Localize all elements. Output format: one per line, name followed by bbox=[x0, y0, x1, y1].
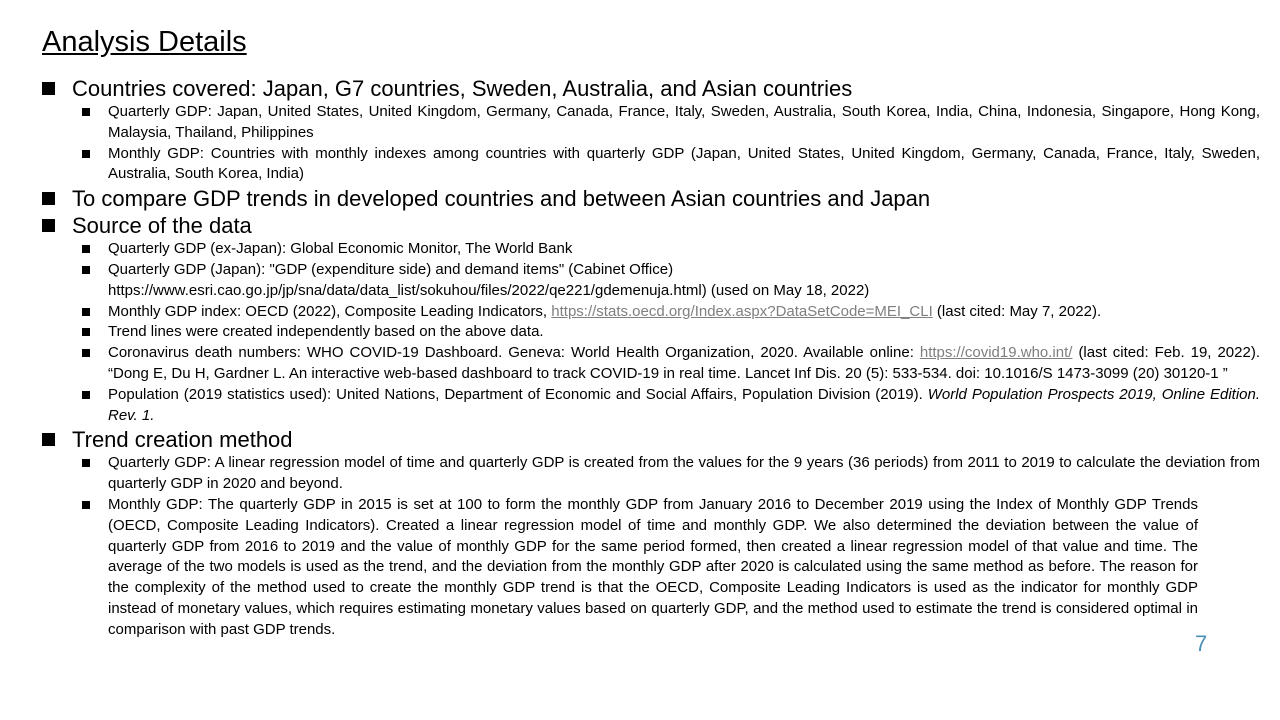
square-bullet-icon bbox=[82, 245, 90, 253]
sub-bullet-source-cabinet-office bbox=[42, 260, 1260, 302]
sub-bullet-monthly-countries bbox=[42, 144, 1260, 186]
sub-bullet-text: Quarterly GDP: A linear regression model of time and quarterly GDP is created from the values for the 9 years (36 periods) from 2011 to 2019 to calculate the deviation from quarterly GDP in 2020 and beyond. bbox=[108, 454, 1260, 493]
bullet-trend-method bbox=[42, 426, 1260, 453]
page-title: Analysis Details bbox=[42, 26, 247, 58]
square-bullet-icon bbox=[82, 108, 90, 116]
sub-bullet-method-quarterly bbox=[42, 453, 1260, 495]
sub-bullet-text: Monthly GDP: Countries with monthly indexes among countries with quarterly GDP (Japan, United States, United Kingdom, Germany, Canada, France, Italy, Sweden, Australia, South Korea, India) bbox=[108, 144, 1260, 183]
oecd-link[interactable]: https://stats.oecd.org/Index.aspx?DataSetCode=MEI_CLI bbox=[551, 302, 933, 320]
bullet-countries-covered bbox=[42, 75, 1260, 102]
bullet-text: Source of the data bbox=[72, 213, 252, 239]
bullet-purpose bbox=[42, 185, 1260, 212]
square-bullet-icon bbox=[82, 459, 90, 467]
bullet-data-source bbox=[42, 212, 1260, 239]
sub-bullet-text: Trend lines were created independently based on the above data. bbox=[108, 323, 544, 341]
sub-bullet-text: (last cited: Feb. 19, 2022). “Dong E, Du H, Gardner L. An interactive web-based dashboard to track COVID-19 in real time. Lancet Inf Dis. 20 (5): 533-534. doi: 10.1016/S 1473-3099 (20) 30120-1 ” bbox=[108, 344, 1260, 382]
square-bullet-icon bbox=[82, 501, 90, 509]
sub-bullet-text: Coronavirus death numbers: WHO COVID-19 Dashboard. Geneva: World Health Organization, 2020. Available online: bbox=[108, 344, 920, 362]
square-bullet-icon bbox=[42, 82, 55, 95]
sub-bullet-method-monthly bbox=[42, 495, 1260, 641]
sub-bullet-text: Quarterly GDP (Japan): "GDP (expenditure side) and demand items" (Cabinet Office) https://www.esri.cao.go.jp/jp/sna/data/data_list/sokuhou/files/2022/qe221/gdemenuja.html) (used on May 18, 2022) bbox=[108, 260, 870, 299]
sub-bullet-text: Monthly GDP index: OECD (2022), Composite Leading Indicators, bbox=[108, 302, 552, 320]
sub-bullet-text: Monthly GDP: The quarterly GDP in 2015 is set at 100 to form the monthly GDP from January 2016 to December 2019 using the Index of Monthly GDP Trends (OECD, Composite Leading Indicators). Created a linear regression model of time and monthly GDP. We also determined the deviation between the value of quarterly GDP from 2016 to 2019 and the value of monthly GDP for the same period formed, then created a linear regression model of that value and time. The average of the two models is used as the trend, and the deviation from the monthly GDP after 2020 is calculated using the same method as before. The reason for the complexity of the method used to create the monthly GDP trend is that the OECD, Composite Leading Indicators is used as the indicator for monthly GDP instead of monetary values, which requires estimating monetary values based on quarterly GDP, and the method used to estimate the trend is considered optimal in comparison with past GDP trends. bbox=[108, 495, 1198, 638]
sub-bullet-italic-text: World Population Prospects 2019, Online Edition. Rev. 1. bbox=[108, 385, 1261, 424]
bullet-text: To compare GDP trends in developed countries and between Asian countries and Japan bbox=[72, 186, 931, 212]
sub-bullet-source-who bbox=[42, 343, 1260, 385]
bullet-text: Countries covered: Japan, G7 countries, Sweden, Australia, and Asian countries bbox=[72, 76, 853, 101]
square-bullet-icon bbox=[42, 433, 55, 446]
who-link[interactable]: https://covid19.who.int/ bbox=[919, 344, 1073, 362]
square-bullet-icon bbox=[82, 391, 90, 399]
sub-bullet-text: Population (2019 statistics used): United Nations, Department of Economic and Social Affairs, Population Division (2019). bbox=[108, 385, 928, 403]
square-bullet-icon bbox=[42, 219, 55, 232]
sub-bullet-source-oecd bbox=[42, 302, 1260, 323]
sub-bullet-source-un bbox=[42, 385, 1260, 427]
square-bullet-icon bbox=[82, 266, 90, 274]
square-bullet-icon bbox=[82, 150, 90, 158]
sub-bullet-quarterly-countries bbox=[42, 102, 1260, 144]
bullet-text: Trend creation method bbox=[72, 427, 293, 453]
sub-bullet-source-world-bank bbox=[42, 239, 1260, 260]
sub-bullet-text: (last cited: May 7, 2022). bbox=[932, 302, 1102, 320]
square-bullet-icon bbox=[82, 328, 90, 336]
square-bullet-icon bbox=[82, 349, 90, 357]
slide-content bbox=[42, 75, 1260, 641]
page-number: 7 bbox=[1195, 631, 1208, 656]
sub-bullet-text: Quarterly GDP (ex-Japan): Global Economic Monitor, The World Bank bbox=[108, 240, 573, 258]
square-bullet-icon bbox=[42, 192, 55, 205]
square-bullet-icon bbox=[82, 308, 90, 316]
sub-bullet-text: Quarterly GDP: Japan, United States, United Kingdom, Germany, Canada, France, Italy, Sweden, Australia, South Korea, India, China, Indonesia, Singapore, Hong Kong, Malaysia, Thailand, Philippines bbox=[108, 103, 1260, 141]
sub-bullet-trend-lines bbox=[42, 322, 1260, 343]
